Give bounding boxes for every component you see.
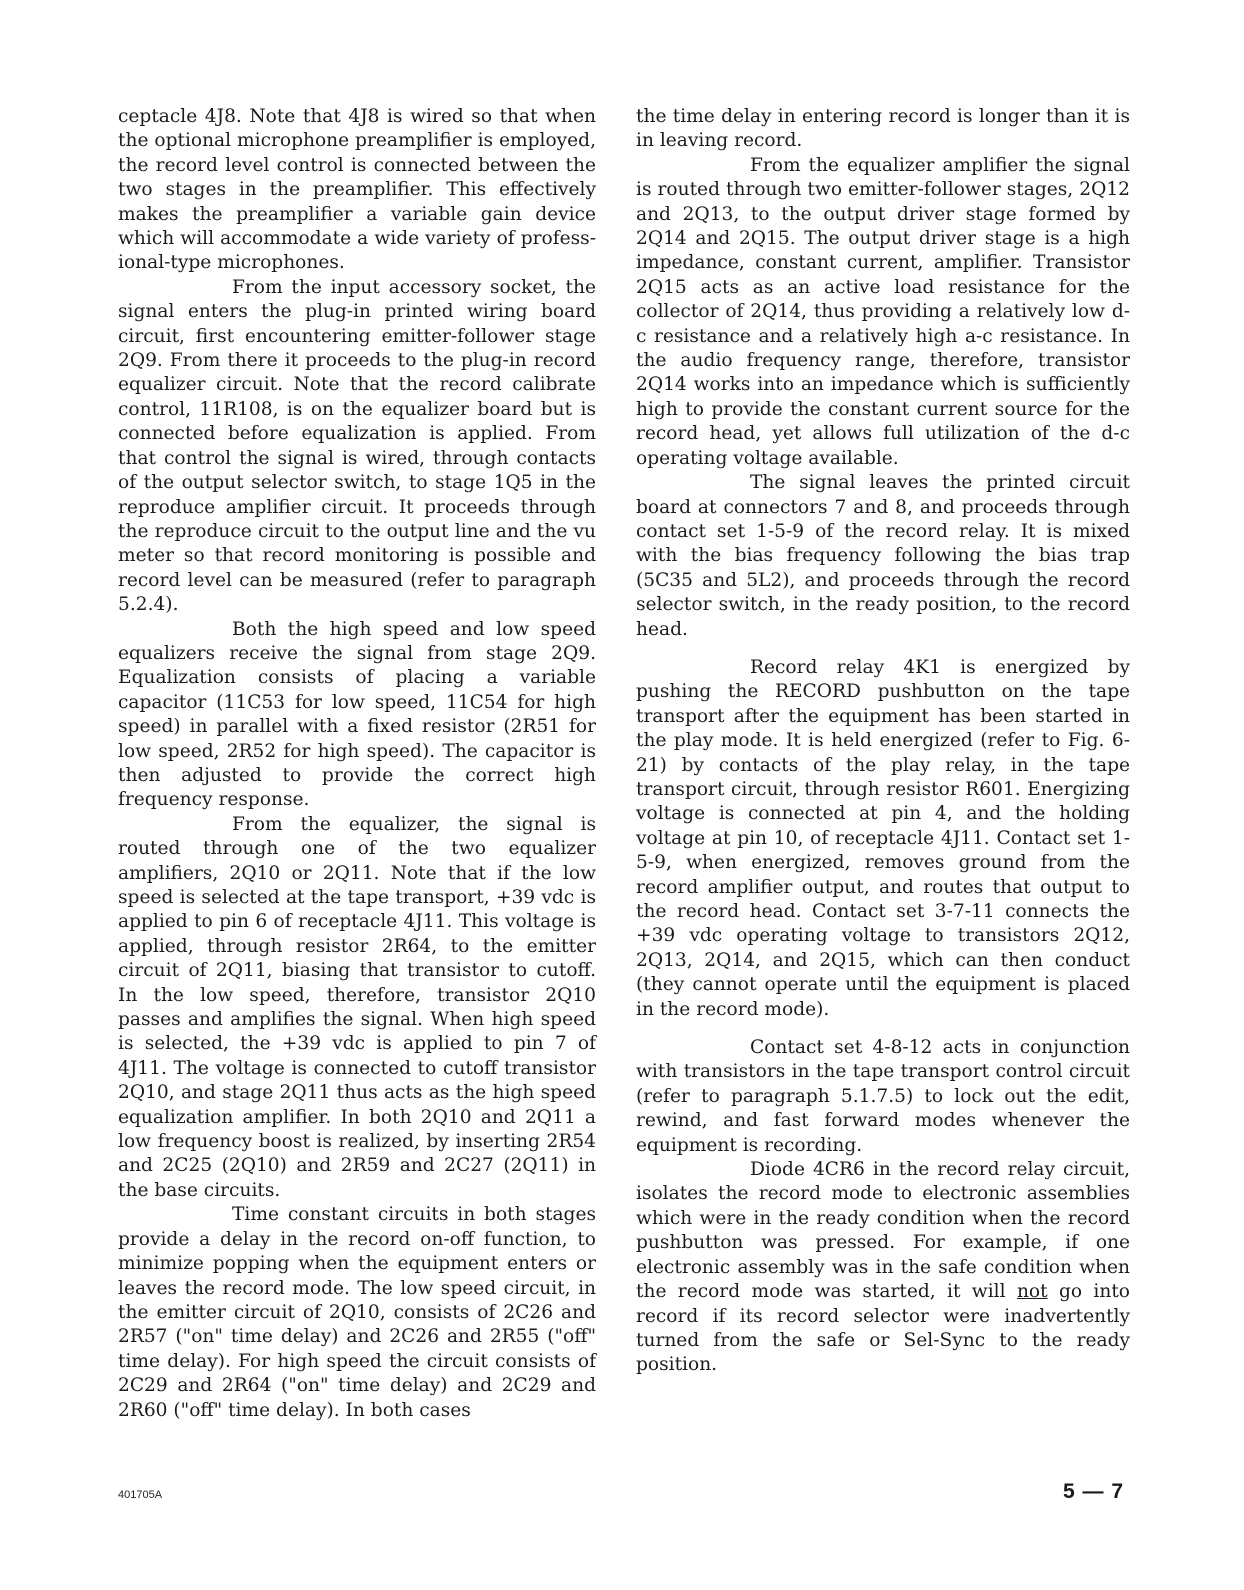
paragraph: Time constant circuits in both stages provide a delay in the record on-off function, to minimize popping when the equipment enters or leaves the record mode. The low speed circuit, in the emitter circuit of 2Q10, consists of 2C26 and 2R57 ("on" time delay) and 2C26 and 2R55 ("off" time delay). For high speed the circuit consists of 2C29 and 2R64 ("on" time delay) and 2C29 and 2R60 ("off" time delay). In both cases — [118, 1204, 596, 1421]
paragraph: Record relay 4K1 is energized by pushing the RECORD pushbutton on the tape transport after the equipment has been started in the play mode. It is held energized (refer to Fig. 6-21) by contacts of the play relay, in the tape transport circuit, through resistor R601. Energizing voltage is connected at pin 4, and the holding voltage at pin 10, of receptacle 4J11. Contact set 1-5-9, when energized, removes ground from the record amplifier output, and routes that output to the record head. Contact set 3-7-11 connects the +39 vdc operating voltage to transistors 2Q12, 2Q13, 2Q14, and 2Q15, which can then conduct (they cannot operate until the equipment is placed in the record mode). — [636, 656, 1130, 1020]
paragraph: ceptacle 4J8. Note that 4J8 is wired so that when the optional microphone preamplifier is employed, the record level control is connected between the two stages in the preamplifier. This effectively makes the preamplifier a variable gain device which will accommodate a wide variety of profess-ional-type microphones. — [118, 106, 596, 274]
paragraph-text: Diode 4CR6 in the record relay circuit, isolates the record mode to electronic assemblies which were in the ready condition when the record pushbutton was pressed. For example, if one electronic assembly was in the safe condition when the record mode was started, it will — [636, 1159, 1130, 1303]
paragraph: From the equalizer, the signal is routed through one of the two equalizer amplifiers, 2Q10 or 2Q11. Note that if the low speed is selected at the tape transport, +39 vdc is applied to pin 6 of receptacle 4J11. This voltage is applied, through resistor 2R64, to the emitter circuit of 2Q11, biasing that transistor to cutoff. In the low speed, therefore, transistor 2Q10 passes and amplifies the signal. When high speed is selected, the +39 vdc is applied to pin 7 of 4J11. The voltage is connected to cutoff transistor 2Q10, and stage 2Q11 thus acts as the high speed equalization amplifier. In both 2Q10 and 2Q11 a low frequency boost is realized, by inserting 2R54 and 2C25 (2Q10) and 2R59 and 2C27 (2Q11) in the base circuits. — [118, 813, 596, 1201]
paragraph — [636, 1158, 1130, 1378]
paragraph: From the equalizer amplifier the signal is routed through two emitter-follower stages, 2Q12 and 2Q13, to the output driver stage formed by 2Q14 and 2Q15. The output driver stage is a high impedance, constant current, amplifier. Transistor 2Q15 acts as an active load resistance for the collector of 2Q14, thus providing a relatively low d-c resistance and a relatively high a-c resistance. In the audio frequency range, therefore, transistor 2Q14 works into an impedance which is sufficiently high to provide the constant current source for the record head, yet allows full utilization of the d-c operating voltage available. — [636, 154, 1130, 469]
paragraph: the time delay in entering record is longer than it is in leaving record. — [636, 106, 1130, 152]
emphasis-not: not — [1016, 1281, 1048, 1303]
page-number: 5 — 7 — [1063, 1480, 1125, 1503]
document-number: 401705A — [118, 1489, 163, 1501]
paragraph: Contact set 4-8-12 acts in conjunction with transistors in the tape transport control circuit (refer to paragraph 5.1.7.5) to lock out the edit, rewind, and fast forward modes whenever the equipment is recording. — [636, 1037, 1130, 1156]
paragraph-text: go into record if its record selector were inadvertently turned from the safe or Sel-Sync to the ready position. — [636, 1281, 1130, 1376]
left-column — [118, 105, 596, 1423]
right-column — [636, 105, 1130, 1378]
paragraph: Both the high speed and low speed equalizers receive the signal from stage 2Q9. Equalization consists of placing a variable capacitor (11C53 for low speed, 11C54 for high speed) in parallel with a fixed resistor (2R51 for low speed, 2R52 for high speed). The capacitor is then adjusted to provide the correct high frequency response. — [118, 618, 596, 811]
paragraph: From the input accessory socket, the signal enters the plug-in printed wiring board circuit, first encountering emitter-follower stage 2Q9. From there it proceeds to the plug-in record equalizer circuit. Note that the record calibrate control, 11R108, is on the equalizer board but is connected before equalization is applied. From that control the signal is wired, through contacts of the output selector switch, to stage 1Q5 in the reproduce amplifier circuit. It proceeds through the reproduce circuit to the output line and the vu meter so that record monitoring is possible and record level can be measured (refer to paragraph 5.2.4). — [118, 276, 596, 616]
paragraph: The signal leaves the printed circuit board at connectors 7 and 8, and proceeds through contact set 1-5-9 of the record relay. It is mixed with the bias frequency following the bias trap (5C35 and 5L2), and proceeds through the record selector switch, in the ready position, to the record head. — [636, 472, 1130, 640]
